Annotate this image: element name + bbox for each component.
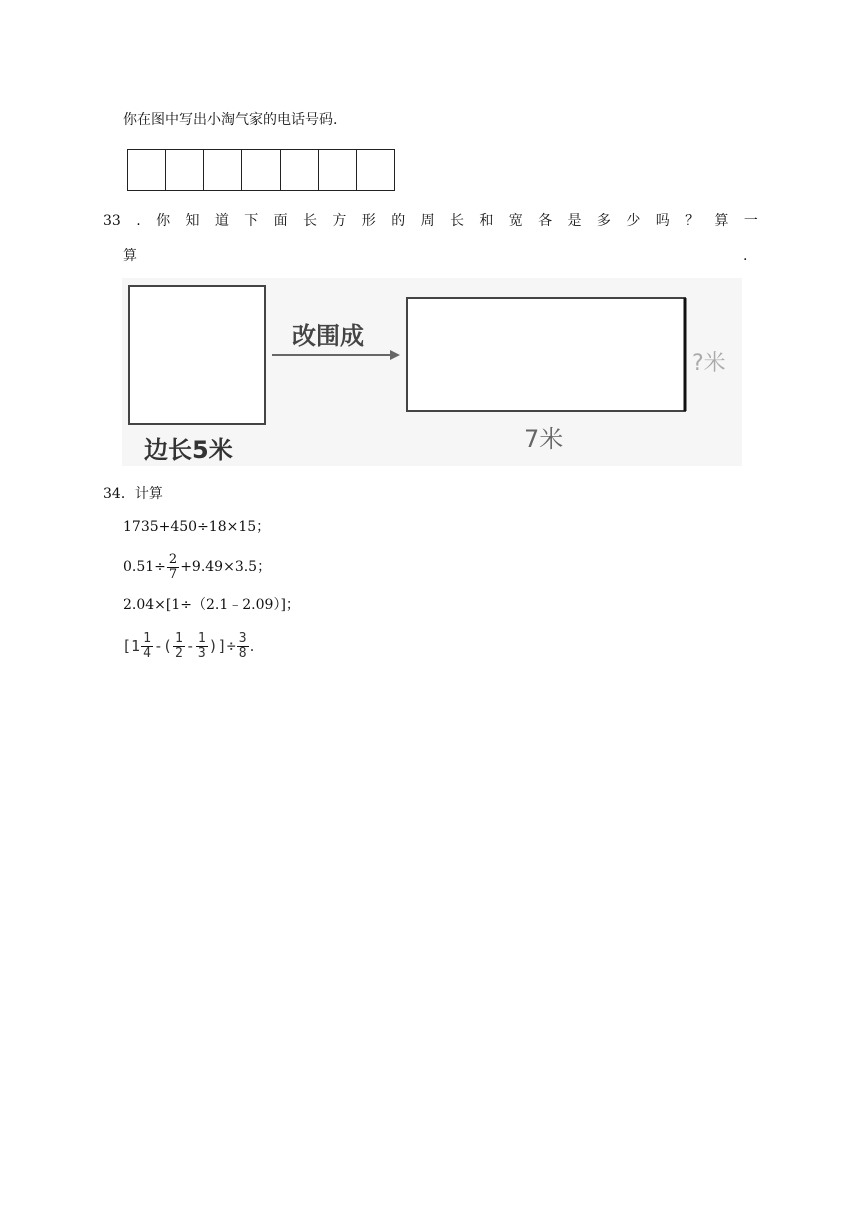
q33-question-char: 和 [479,213,494,229]
fraction-numerator: 2 [168,551,178,567]
q34-expression-4 [122,626,254,666]
square-shape [129,286,265,424]
q33-question-char: 一 [743,213,758,229]
fraction [237,632,249,661]
expr2-part-a: 0.51÷ [123,559,166,575]
q33-question-char: 的 [391,213,406,229]
fraction [196,632,208,661]
fraction-denominator: 2 [174,645,183,661]
q33-question-char: 方 [332,213,347,229]
q33-question-char: 多 [596,213,611,229]
q33-question-char: ？ [685,213,700,229]
q33-question-char: 长 [303,213,318,229]
fraction-numerator: 1 [143,630,151,646]
expr4-minus: - [185,637,195,655]
q33-question-char: 周 [420,213,435,229]
rectangle-width-label: ?米 [692,351,726,376]
phone-digit-box[interactable] [357,150,394,190]
q34-heading: 34．计算 [103,486,163,502]
fraction-denominator: 3 [197,645,206,661]
fraction-numerator: 3 [238,630,247,646]
fraction-denominator: 8 [238,645,247,661]
q33-line2-end: . [743,248,748,264]
fraction-denominator: 7 [168,566,178,582]
fraction [173,632,185,661]
q34-expression-3: 2.04×[1÷（2.1﹣2.09）]； [123,597,300,613]
phone-digit-box[interactable] [204,150,242,190]
q32-instruction: 你在图中写出小淘气家的电话号码. [123,112,338,128]
q33-question-char: 各 [538,213,553,229]
rectangle-length-label: 7米 [524,425,564,453]
fraction-numerator: 1 [197,630,206,646]
expr4-end: . [249,637,255,655]
q33-question-char: 面 [273,213,288,229]
fraction-denominator: 4 [143,645,151,661]
phone-digit-box[interactable] [166,150,204,190]
q33-question-char: 知 [185,213,200,229]
phone-digit-box[interactable] [319,150,357,190]
square-side-label: 边长5米 [144,436,233,464]
q34-expression-2 [123,548,271,586]
q33-question-char: 道 [214,213,229,229]
q33-question-char: 少 [626,213,641,229]
q33-question-char: 下 [244,213,259,229]
phone-number-boxes [127,149,395,191]
q33-question-char: 长 [449,213,464,229]
rectangle-shape [407,298,685,411]
phone-digit-box[interactable] [242,150,280,190]
phone-digit-box[interactable] [128,150,166,190]
q33-number: 33 [103,213,121,229]
q33-question-char: 算 [714,213,729,229]
fraction-numerator: 1 [174,630,183,646]
q33-question-char: 宽 [508,213,523,229]
q33-question-char: 你 [156,213,171,229]
phone-digit-box[interactable] [281,150,319,190]
q33-question-line [103,212,758,230]
fraction [141,632,153,661]
arrow-label: 改围成 [292,322,364,350]
fraction [167,553,179,582]
q33-separator: . [136,213,141,229]
expr4-minus-open: -( [153,637,172,655]
q33-question-char: 形 [361,213,376,229]
expr4-open: [1 [122,637,141,655]
q34-expression-1: 1735+450÷18×15； [123,519,271,535]
q33-question-char: 是 [567,213,582,229]
arrow-head [390,350,400,360]
q33-line2-start: 算 [123,248,137,264]
q33-question-char: 吗 [655,213,670,229]
expr2-part-b: +9.49×3.5； [180,559,272,575]
expr4-close-divide: )]÷ [208,637,236,655]
q33-figure [122,278,742,466]
